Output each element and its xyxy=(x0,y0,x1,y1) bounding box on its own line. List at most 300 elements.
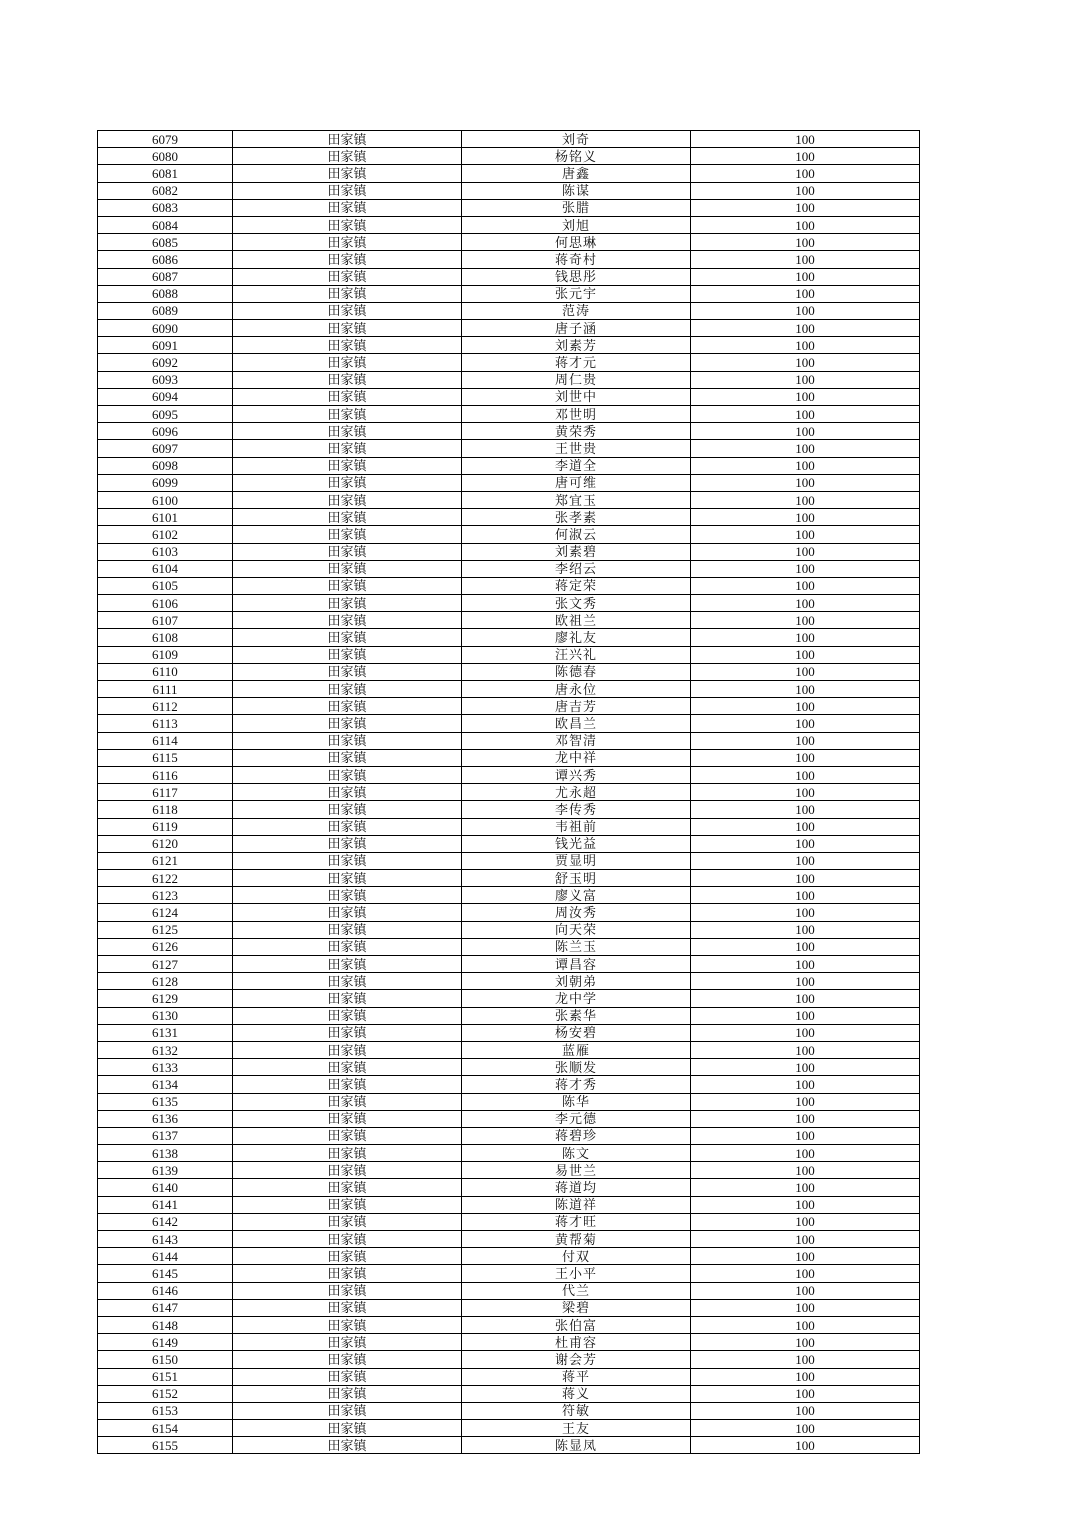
table-row xyxy=(98,681,920,698)
row-number-cell: 6110 xyxy=(98,663,233,680)
table-row xyxy=(98,354,920,371)
table-row xyxy=(98,1093,920,1110)
amount-cell: 100 xyxy=(691,1368,920,1385)
table-row xyxy=(98,182,920,199)
person-name-cell: 何思琳 xyxy=(462,234,691,251)
amount-cell: 100 xyxy=(691,1110,920,1127)
row-number-cell: 6115 xyxy=(98,749,233,766)
town-cell: 田家镇 xyxy=(233,440,462,457)
town-cell: 田家镇 xyxy=(233,887,462,904)
row-number-cell: 6130 xyxy=(98,1007,233,1024)
row-number-cell: 6151 xyxy=(98,1368,233,1385)
table-row xyxy=(98,1162,920,1179)
person-name-cell: 李道全 xyxy=(462,457,691,474)
town-cell: 田家镇 xyxy=(233,956,462,973)
amount-cell: 100 xyxy=(691,852,920,869)
row-number-cell: 6131 xyxy=(98,1024,233,1041)
amount-cell: 100 xyxy=(691,835,920,852)
amount-cell: 100 xyxy=(691,268,920,285)
amount-cell: 100 xyxy=(691,457,920,474)
town-cell: 田家镇 xyxy=(233,870,462,887)
town-cell: 田家镇 xyxy=(233,1368,462,1385)
table-body xyxy=(98,131,920,1454)
table-row xyxy=(98,526,920,543)
person-name-cell: 陈华 xyxy=(462,1093,691,1110)
row-number-cell: 6092 xyxy=(98,354,233,371)
table-row xyxy=(98,1334,920,1351)
town-cell: 田家镇 xyxy=(233,1437,462,1454)
amount-cell: 100 xyxy=(691,474,920,491)
town-cell: 田家镇 xyxy=(233,629,462,646)
table-row xyxy=(98,835,920,852)
town-cell: 田家镇 xyxy=(233,1110,462,1127)
table-row xyxy=(98,543,920,560)
person-name-cell: 张素华 xyxy=(462,1007,691,1024)
town-cell: 田家镇 xyxy=(233,1351,462,1368)
amount-cell: 100 xyxy=(691,663,920,680)
table-row xyxy=(98,371,920,388)
amount-cell: 100 xyxy=(691,612,920,629)
row-number-cell: 6105 xyxy=(98,577,233,594)
amount-cell: 100 xyxy=(691,681,920,698)
amount-cell: 100 xyxy=(691,1059,920,1076)
amount-cell: 100 xyxy=(691,148,920,165)
table-row xyxy=(98,1076,920,1093)
person-name-cell: 张伯富 xyxy=(462,1316,691,1333)
amount-cell: 100 xyxy=(691,646,920,663)
table-row xyxy=(98,1196,920,1213)
table-row xyxy=(98,1145,920,1162)
row-number-cell: 6082 xyxy=(98,182,233,199)
amount-cell: 100 xyxy=(691,491,920,508)
person-name-cell: 杜甫容 xyxy=(462,1334,691,1351)
amount-cell: 100 xyxy=(691,354,920,371)
person-name-cell: 刘素芳 xyxy=(462,337,691,354)
amount-cell: 100 xyxy=(691,560,920,577)
person-name-cell: 李元德 xyxy=(462,1110,691,1127)
person-name-cell: 符敏 xyxy=(462,1402,691,1419)
table-row xyxy=(98,784,920,801)
amount-cell: 100 xyxy=(691,801,920,818)
person-name-cell: 易世兰 xyxy=(462,1162,691,1179)
row-number-cell: 6132 xyxy=(98,1041,233,1058)
table-row xyxy=(98,990,920,1007)
person-name-cell: 郑宜玉 xyxy=(462,491,691,508)
table-row xyxy=(98,956,920,973)
table-row xyxy=(98,388,920,405)
town-cell: 田家镇 xyxy=(233,509,462,526)
table-row xyxy=(98,904,920,921)
person-name-cell: 付双 xyxy=(462,1248,691,1265)
amount-cell: 100 xyxy=(691,1265,920,1282)
person-name-cell: 陈谋 xyxy=(462,182,691,199)
row-number-cell: 6113 xyxy=(98,715,233,732)
person-name-cell: 王小平 xyxy=(462,1265,691,1282)
table-row xyxy=(98,199,920,216)
town-cell: 田家镇 xyxy=(233,1334,462,1351)
table-row xyxy=(98,285,920,302)
amount-cell: 100 xyxy=(691,371,920,388)
amount-cell: 100 xyxy=(691,199,920,216)
amount-cell: 100 xyxy=(691,921,920,938)
person-name-cell: 欧昌兰 xyxy=(462,715,691,732)
town-cell: 田家镇 xyxy=(233,268,462,285)
amount-cell: 100 xyxy=(691,302,920,319)
table-row xyxy=(98,577,920,594)
town-cell: 田家镇 xyxy=(233,990,462,1007)
town-cell: 田家镇 xyxy=(233,1385,462,1402)
amount-cell: 100 xyxy=(691,543,920,560)
amount-cell: 100 xyxy=(691,577,920,594)
table-row xyxy=(98,1316,920,1333)
row-number-cell: 6084 xyxy=(98,216,233,233)
amount-cell: 100 xyxy=(691,182,920,199)
person-name-cell: 张元宇 xyxy=(462,285,691,302)
town-cell: 田家镇 xyxy=(233,732,462,749)
subsidy-list-table xyxy=(97,130,920,1454)
town-cell: 田家镇 xyxy=(233,406,462,423)
town-cell: 田家镇 xyxy=(233,577,462,594)
table-row xyxy=(98,852,920,869)
table-row xyxy=(98,1437,920,1454)
amount-cell: 100 xyxy=(691,1076,920,1093)
amount-cell: 100 xyxy=(691,766,920,783)
table-row xyxy=(98,1265,920,1282)
row-number-cell: 6079 xyxy=(98,131,233,148)
amount-cell: 100 xyxy=(691,251,920,268)
table-row xyxy=(98,715,920,732)
town-cell: 田家镇 xyxy=(233,921,462,938)
row-number-cell: 6135 xyxy=(98,1093,233,1110)
amount-cell: 100 xyxy=(691,749,920,766)
row-number-cell: 6133 xyxy=(98,1059,233,1076)
person-name-cell: 梁碧 xyxy=(462,1299,691,1316)
row-number-cell: 6136 xyxy=(98,1110,233,1127)
table-row xyxy=(98,1282,920,1299)
table-row xyxy=(98,749,920,766)
person-name-cell: 陈显凤 xyxy=(462,1437,691,1454)
table-row xyxy=(98,302,920,319)
person-name-cell: 刘奇 xyxy=(462,131,691,148)
amount-cell: 100 xyxy=(691,887,920,904)
amount-cell: 100 xyxy=(691,1402,920,1419)
table-row xyxy=(98,663,920,680)
table-row xyxy=(98,1351,920,1368)
amount-cell: 100 xyxy=(691,1093,920,1110)
row-number-cell: 6086 xyxy=(98,251,233,268)
row-number-cell: 6141 xyxy=(98,1196,233,1213)
row-number-cell: 6148 xyxy=(98,1316,233,1333)
table-row xyxy=(98,165,920,182)
amount-cell: 100 xyxy=(691,526,920,543)
amount-cell: 100 xyxy=(691,1334,920,1351)
table-row xyxy=(98,1385,920,1402)
person-name-cell: 向天荣 xyxy=(462,921,691,938)
row-number-cell: 6087 xyxy=(98,268,233,285)
amount-cell: 100 xyxy=(691,870,920,887)
amount-cell: 100 xyxy=(691,732,920,749)
town-cell: 田家镇 xyxy=(233,457,462,474)
person-name-cell: 周仁贵 xyxy=(462,371,691,388)
amount-cell: 100 xyxy=(691,629,920,646)
row-number-cell: 6128 xyxy=(98,973,233,990)
person-name-cell: 尤永超 xyxy=(462,784,691,801)
amount-cell: 100 xyxy=(691,1316,920,1333)
row-number-cell: 6089 xyxy=(98,302,233,319)
table-row xyxy=(98,1110,920,1127)
amount-cell: 100 xyxy=(691,938,920,955)
table-row xyxy=(98,148,920,165)
table-row xyxy=(98,766,920,783)
table-row xyxy=(98,234,920,251)
town-cell: 田家镇 xyxy=(233,681,462,698)
town-cell: 田家镇 xyxy=(233,1076,462,1093)
row-number-cell: 6101 xyxy=(98,509,233,526)
table-row xyxy=(98,801,920,818)
town-cell: 田家镇 xyxy=(233,835,462,852)
amount-cell: 100 xyxy=(691,423,920,440)
person-name-cell: 唐永位 xyxy=(462,681,691,698)
person-name-cell: 廖义富 xyxy=(462,887,691,904)
table-row xyxy=(98,938,920,955)
person-name-cell: 张顺发 xyxy=(462,1059,691,1076)
row-number-cell: 6140 xyxy=(98,1179,233,1196)
table-row xyxy=(98,1299,920,1316)
table-row xyxy=(98,595,920,612)
town-cell: 田家镇 xyxy=(233,1093,462,1110)
town-cell: 田家镇 xyxy=(233,1420,462,1437)
row-number-cell: 6098 xyxy=(98,457,233,474)
town-cell: 田家镇 xyxy=(233,302,462,319)
table-row xyxy=(98,1059,920,1076)
person-name-cell: 蓝雁 xyxy=(462,1041,691,1058)
town-cell: 田家镇 xyxy=(233,1231,462,1248)
amount-cell: 100 xyxy=(691,406,920,423)
person-name-cell: 蒋碧珍 xyxy=(462,1127,691,1144)
person-name-cell: 陈兰玉 xyxy=(462,938,691,955)
town-cell: 田家镇 xyxy=(233,1007,462,1024)
person-name-cell: 杨铭义 xyxy=(462,148,691,165)
row-number-cell: 6081 xyxy=(98,165,233,182)
person-name-cell: 陈文 xyxy=(462,1145,691,1162)
town-cell: 田家镇 xyxy=(233,1041,462,1058)
row-number-cell: 6083 xyxy=(98,199,233,216)
table-row xyxy=(98,1024,920,1041)
row-number-cell: 6096 xyxy=(98,423,233,440)
town-cell: 田家镇 xyxy=(233,646,462,663)
row-number-cell: 6085 xyxy=(98,234,233,251)
person-name-cell: 刘世中 xyxy=(462,388,691,405)
row-number-cell: 6108 xyxy=(98,629,233,646)
town-cell: 田家镇 xyxy=(233,801,462,818)
town-cell: 田家镇 xyxy=(233,216,462,233)
row-number-cell: 6100 xyxy=(98,491,233,508)
amount-cell: 100 xyxy=(691,904,920,921)
amount-cell: 100 xyxy=(691,1299,920,1316)
row-number-cell: 6106 xyxy=(98,595,233,612)
row-number-cell: 6127 xyxy=(98,956,233,973)
person-name-cell: 蒋才旺 xyxy=(462,1213,691,1230)
town-cell: 田家镇 xyxy=(233,388,462,405)
town-cell: 田家镇 xyxy=(233,560,462,577)
row-number-cell: 6125 xyxy=(98,921,233,938)
town-cell: 田家镇 xyxy=(233,1248,462,1265)
amount-cell: 100 xyxy=(691,1127,920,1144)
town-cell: 田家镇 xyxy=(233,1213,462,1230)
row-number-cell: 6109 xyxy=(98,646,233,663)
town-cell: 田家镇 xyxy=(233,320,462,337)
town-cell: 田家镇 xyxy=(233,1162,462,1179)
person-name-cell: 邓智清 xyxy=(462,732,691,749)
amount-cell: 100 xyxy=(691,1145,920,1162)
person-name-cell: 王友 xyxy=(462,1420,691,1437)
town-cell: 田家镇 xyxy=(233,165,462,182)
row-number-cell: 6095 xyxy=(98,406,233,423)
person-name-cell: 蒋义 xyxy=(462,1385,691,1402)
town-cell: 田家镇 xyxy=(233,1316,462,1333)
town-cell: 田家镇 xyxy=(233,182,462,199)
person-name-cell: 邓世明 xyxy=(462,406,691,423)
table-row xyxy=(98,491,920,508)
person-name-cell: 杨安碧 xyxy=(462,1024,691,1041)
person-name-cell: 谭昌容 xyxy=(462,956,691,973)
person-name-cell: 唐吉芳 xyxy=(462,698,691,715)
person-name-cell: 刘素碧 xyxy=(462,543,691,560)
amount-cell: 100 xyxy=(691,1024,920,1041)
amount-cell: 100 xyxy=(691,1385,920,1402)
person-name-cell: 蒋定荣 xyxy=(462,577,691,594)
town-cell: 田家镇 xyxy=(233,251,462,268)
table-row xyxy=(98,1041,920,1058)
table-row xyxy=(98,887,920,904)
amount-cell: 100 xyxy=(691,698,920,715)
person-name-cell: 谭兴秀 xyxy=(462,766,691,783)
row-number-cell: 6107 xyxy=(98,612,233,629)
amount-cell: 100 xyxy=(691,1041,920,1058)
row-number-cell: 6146 xyxy=(98,1282,233,1299)
row-number-cell: 6126 xyxy=(98,938,233,955)
table-row xyxy=(98,406,920,423)
person-name-cell: 刘旭 xyxy=(462,216,691,233)
town-cell: 田家镇 xyxy=(233,526,462,543)
table-row xyxy=(98,560,920,577)
amount-cell: 100 xyxy=(691,715,920,732)
amount-cell: 100 xyxy=(691,1282,920,1299)
row-number-cell: 6124 xyxy=(98,904,233,921)
person-name-cell: 蒋奇村 xyxy=(462,251,691,268)
person-name-cell: 蒋道均 xyxy=(462,1179,691,1196)
row-number-cell: 6117 xyxy=(98,784,233,801)
row-number-cell: 6154 xyxy=(98,1420,233,1437)
amount-cell: 100 xyxy=(691,1351,920,1368)
town-cell: 田家镇 xyxy=(233,491,462,508)
town-cell: 田家镇 xyxy=(233,938,462,955)
town-cell: 田家镇 xyxy=(233,904,462,921)
table-row xyxy=(98,1213,920,1230)
person-name-cell: 李绍云 xyxy=(462,560,691,577)
town-cell: 田家镇 xyxy=(233,1265,462,1282)
person-name-cell: 龙中祥 xyxy=(462,749,691,766)
person-name-cell: 贾显明 xyxy=(462,852,691,869)
table-row xyxy=(98,818,920,835)
town-cell: 田家镇 xyxy=(233,749,462,766)
person-name-cell: 李传秀 xyxy=(462,801,691,818)
person-name-cell: 陈道祥 xyxy=(462,1196,691,1213)
amount-cell: 100 xyxy=(691,1179,920,1196)
amount-cell: 100 xyxy=(691,1007,920,1024)
row-number-cell: 6150 xyxy=(98,1351,233,1368)
row-number-cell: 6134 xyxy=(98,1076,233,1093)
row-number-cell: 6080 xyxy=(98,148,233,165)
town-cell: 田家镇 xyxy=(233,715,462,732)
town-cell: 田家镇 xyxy=(233,698,462,715)
amount-cell: 100 xyxy=(691,1213,920,1230)
town-cell: 田家镇 xyxy=(233,543,462,560)
table-row xyxy=(98,646,920,663)
table-row xyxy=(98,732,920,749)
person-name-cell: 蒋平 xyxy=(462,1368,691,1385)
row-number-cell: 6142 xyxy=(98,1213,233,1230)
row-number-cell: 6103 xyxy=(98,543,233,560)
table-row xyxy=(98,1368,920,1385)
table-row xyxy=(98,474,920,491)
row-number-cell: 6088 xyxy=(98,285,233,302)
town-cell: 田家镇 xyxy=(233,354,462,371)
amount-cell: 100 xyxy=(691,956,920,973)
person-name-cell: 代兰 xyxy=(462,1282,691,1299)
table-row xyxy=(98,131,920,148)
row-number-cell: 6102 xyxy=(98,526,233,543)
person-name-cell: 张文秀 xyxy=(462,595,691,612)
town-cell: 田家镇 xyxy=(233,234,462,251)
person-name-cell: 张孝素 xyxy=(462,509,691,526)
row-number-cell: 6138 xyxy=(98,1145,233,1162)
town-cell: 田家镇 xyxy=(233,1299,462,1316)
amount-cell: 100 xyxy=(691,990,920,1007)
table-row xyxy=(98,216,920,233)
person-name-cell: 黄帮菊 xyxy=(462,1231,691,1248)
amount-cell: 100 xyxy=(691,320,920,337)
person-name-cell: 唐可维 xyxy=(462,474,691,491)
amount-cell: 100 xyxy=(691,440,920,457)
person-name-cell: 刘朝弟 xyxy=(462,973,691,990)
person-name-cell: 唐子涵 xyxy=(462,320,691,337)
person-name-cell: 廖礼友 xyxy=(462,629,691,646)
amount-cell: 100 xyxy=(691,285,920,302)
town-cell: 田家镇 xyxy=(233,148,462,165)
table-row xyxy=(98,1420,920,1437)
person-name-cell: 龙中学 xyxy=(462,990,691,1007)
row-number-cell: 6121 xyxy=(98,852,233,869)
row-number-cell: 6118 xyxy=(98,801,233,818)
town-cell: 田家镇 xyxy=(233,852,462,869)
town-cell: 田家镇 xyxy=(233,818,462,835)
row-number-cell: 6097 xyxy=(98,440,233,457)
person-name-cell: 范涛 xyxy=(462,302,691,319)
town-cell: 田家镇 xyxy=(233,1024,462,1041)
town-cell: 田家镇 xyxy=(233,337,462,354)
amount-cell: 100 xyxy=(691,1231,920,1248)
town-cell: 田家镇 xyxy=(233,371,462,388)
town-cell: 田家镇 xyxy=(233,1196,462,1213)
table-row xyxy=(98,1231,920,1248)
person-name-cell: 谢会芳 xyxy=(462,1351,691,1368)
row-number-cell: 6116 xyxy=(98,766,233,783)
table-row xyxy=(98,1402,920,1419)
row-number-cell: 6129 xyxy=(98,990,233,1007)
person-name-cell: 唐鑫 xyxy=(462,165,691,182)
town-cell: 田家镇 xyxy=(233,474,462,491)
